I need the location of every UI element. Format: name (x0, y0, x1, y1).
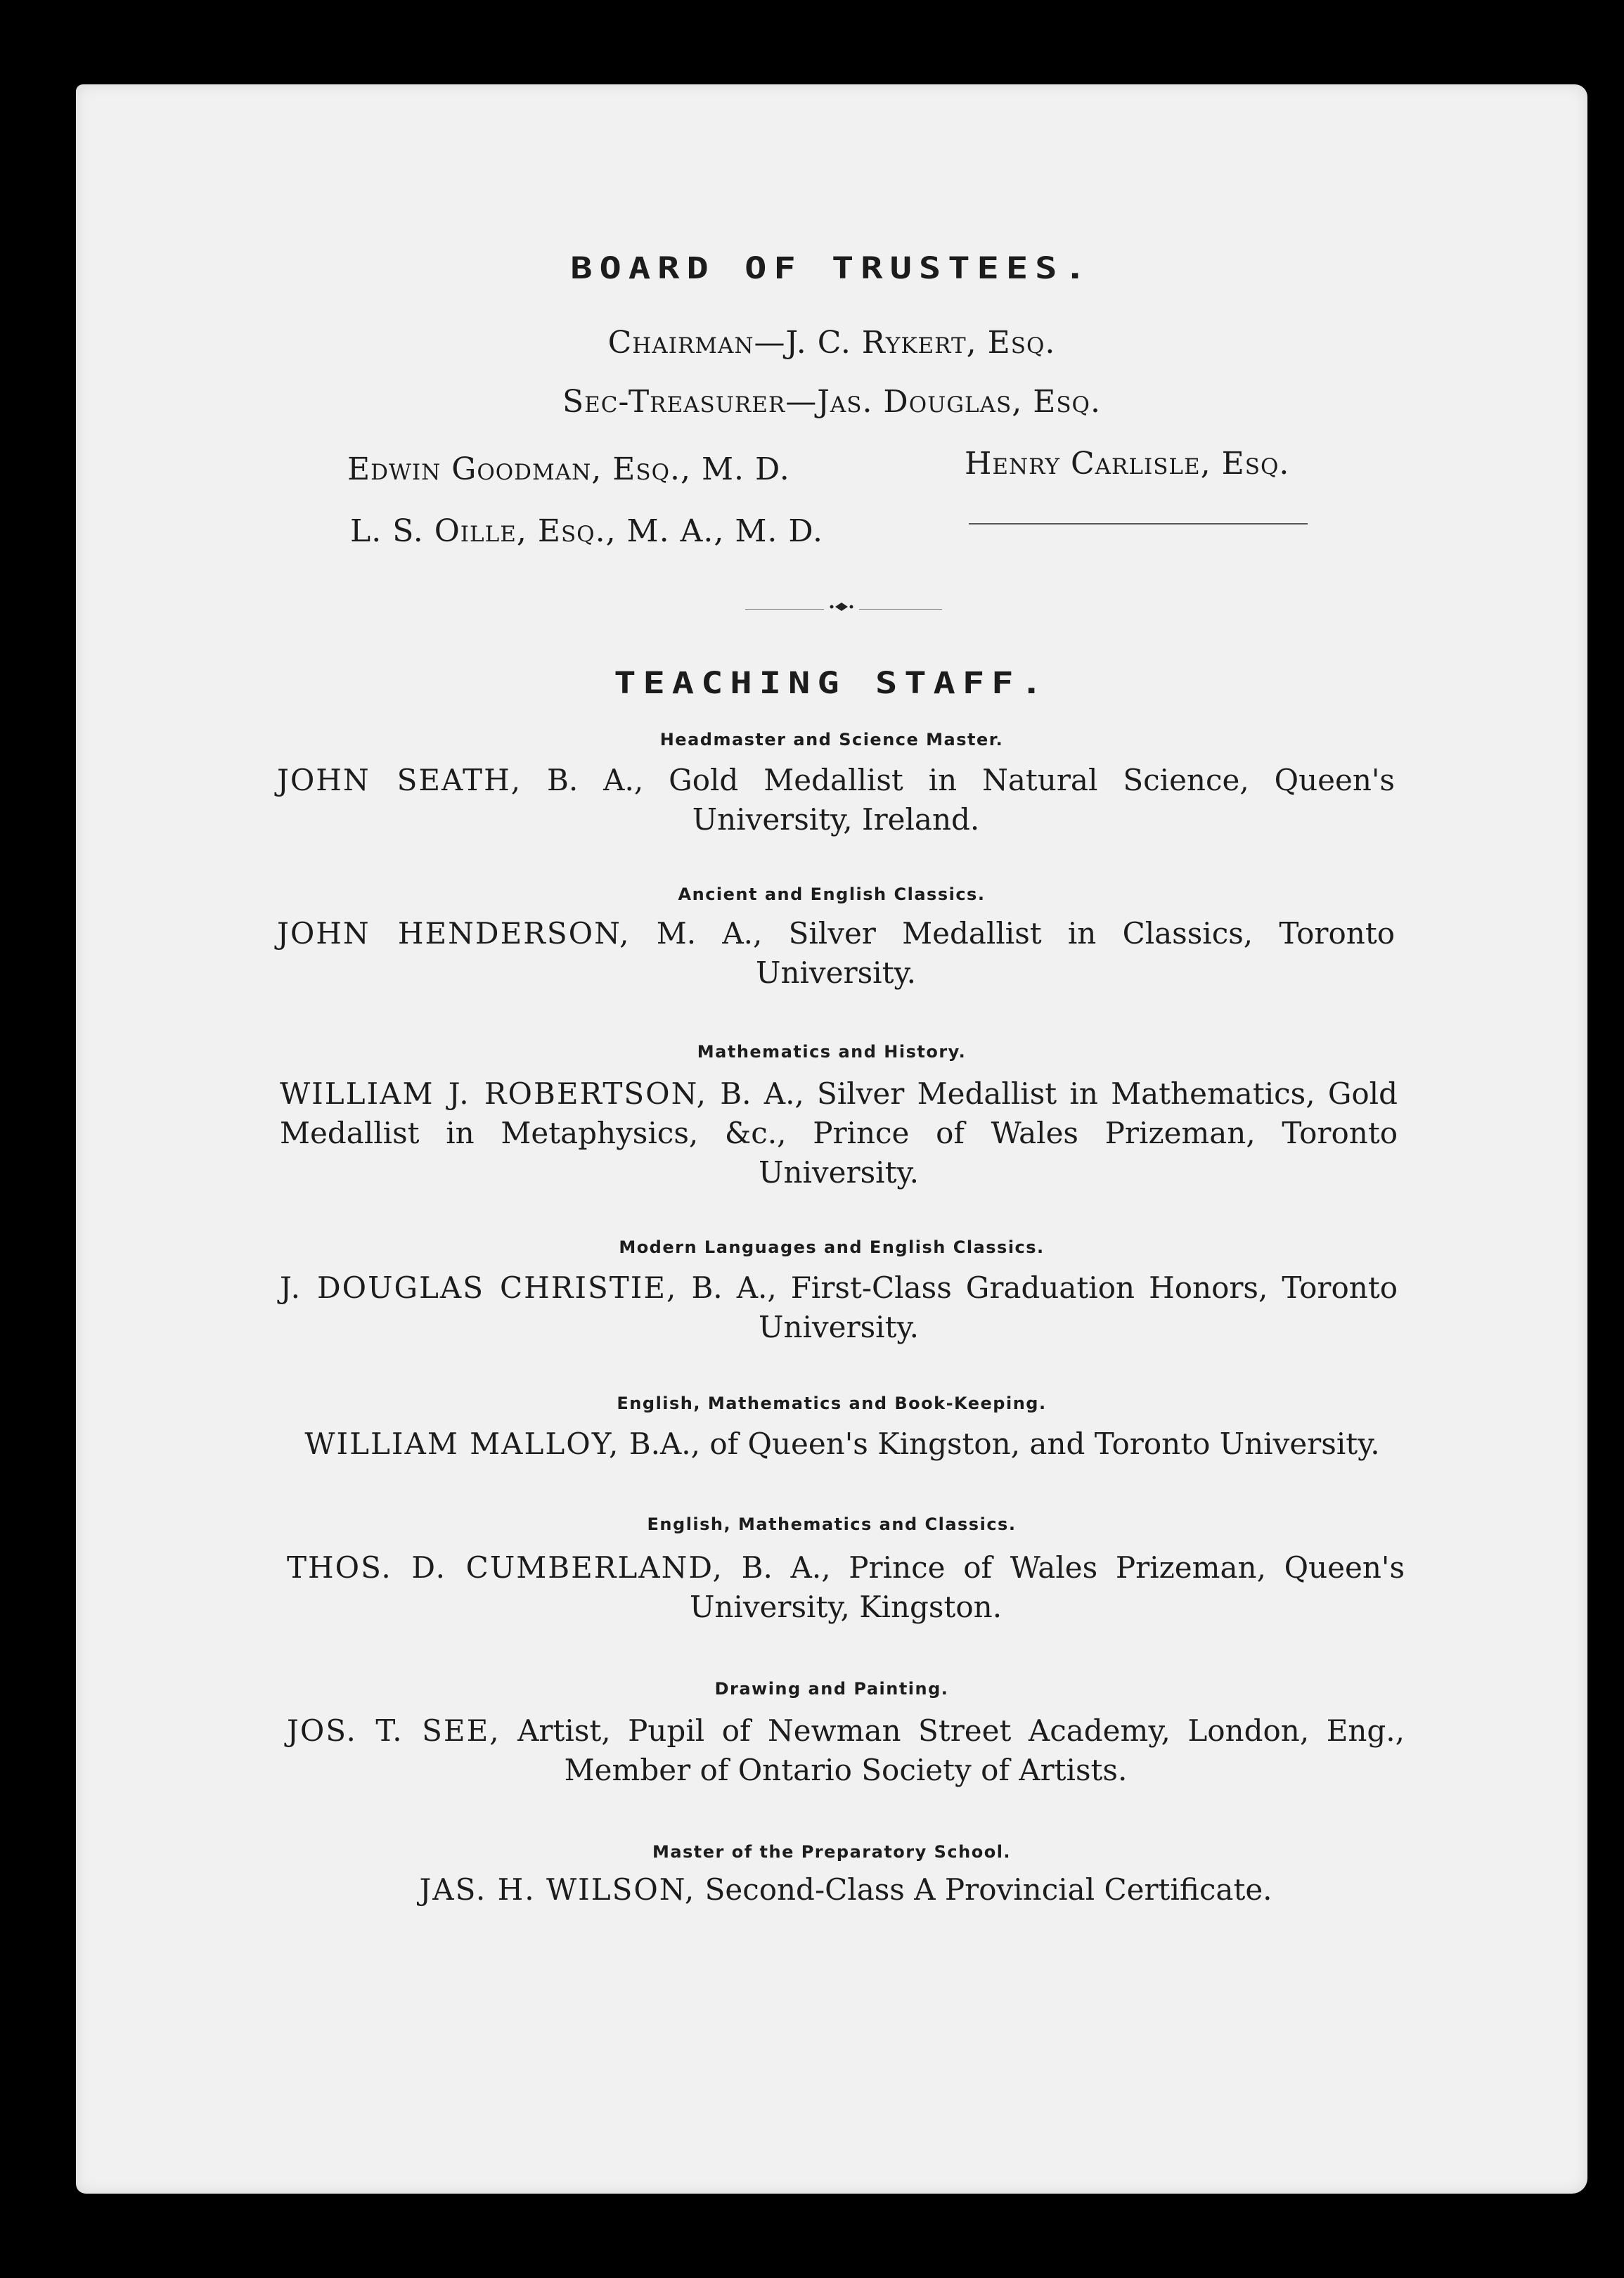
board-title: BOARD OF TRUSTEES. (570, 251, 1093, 286)
staff-role-mathematics: Mathematics and History. (697, 1042, 967, 1062)
staff-name: JAS. H. WILSON, (419, 1872, 696, 1907)
staff-role-preparatory: Master of the Preparatory School. (652, 1842, 1012, 1862)
blank-signature-rule (969, 523, 1308, 525)
diamond-ornament-icon (830, 602, 853, 612)
staff-name: J. DOUGLAS CHRISTIE, (280, 1270, 678, 1305)
staff-entry-wilson (287, 1870, 1405, 1910)
staff-details: Second-Class A Provincial Certificate. (695, 1872, 1272, 1907)
trustee-oille: L. S. Oille, Esq., M. A., M. D. (350, 513, 824, 549)
staff-details: B.A., of Queen's Kingston, and Toronto University. (619, 1427, 1380, 1461)
staff-name: WILLIAM J. ROBERTSON, (280, 1076, 708, 1111)
staff-details: M. A., Silver Medallist in Classics, Toronto University. (630, 916, 1395, 990)
staff-role-english-classics: English, Mathematics and Classics. (647, 1514, 1017, 1534)
staff-details: B. A., Prince of Wales Prizeman, Queen's University, Kingston. (689, 1550, 1405, 1624)
staff-entry-seath (277, 761, 1395, 839)
staff-details: B. A., First-Class Graduation Honors, Toronto University. (677, 1270, 1398, 1344)
staff-details: B. A., Gold Medallist in Natural Science, Queen's University, Ireland. (522, 763, 1395, 837)
staff-name: THOS. D. CUMBERLAND, (287, 1550, 723, 1585)
staff-entry-malloy (280, 1424, 1405, 1464)
trustee-carlisle: Henry Carlisle, Esq. (965, 446, 1290, 482)
staff-details: Artist, Pupil of Newman Street Academy, London, Eng., Member of Ontario Society of Artists. (500, 1713, 1405, 1787)
staff-role-bookkeeping: English, Mathematics and Book-Keeping. (617, 1394, 1047, 1413)
staff-name: JOS. T. SEE, (287, 1713, 501, 1748)
staff-title: TEACHING STAFF. (614, 666, 1050, 701)
staff-role-headmaster: Headmaster and Science Master. (659, 730, 1004, 749)
staff-role-classics: Ancient and English Classics. (678, 884, 986, 904)
divider-right-rule (859, 609, 942, 610)
staff-entry-henderson (277, 914, 1395, 993)
staff-name: WILLIAM MALLOY, (304, 1427, 620, 1461)
staff-entry-cumberland (287, 1548, 1405, 1627)
divider-left-rule (745, 609, 824, 610)
staff-role-drawing: Drawing and Painting. (714, 1679, 949, 1699)
staff-entry-robertson (280, 1074, 1398, 1192)
chairman-line: Chairman—J. C. Rykert, Esq. (607, 325, 1056, 361)
staff-entry-christie (280, 1268, 1398, 1347)
staff-details: B. A., Silver Medallist in Mathematics, Gold Medallist in Metaphysics, &c., Prince of Wales Prizeman, Toronto University. (280, 1076, 1398, 1190)
document-page (76, 84, 1587, 2194)
trustee-goodman: Edwin Goodman, Esq., M. D. (347, 451, 790, 487)
staff-role-modern-languages: Modern Languages and English Classics. (619, 1237, 1045, 1257)
staff-name: JOHN SEATH, (277, 763, 522, 797)
treasurer-line: Sec-Treasurer—Jas. Douglas, Esq. (562, 384, 1101, 420)
staff-entry-see (287, 1711, 1405, 1790)
staff-name: JOHN HENDERSON, (277, 916, 631, 951)
